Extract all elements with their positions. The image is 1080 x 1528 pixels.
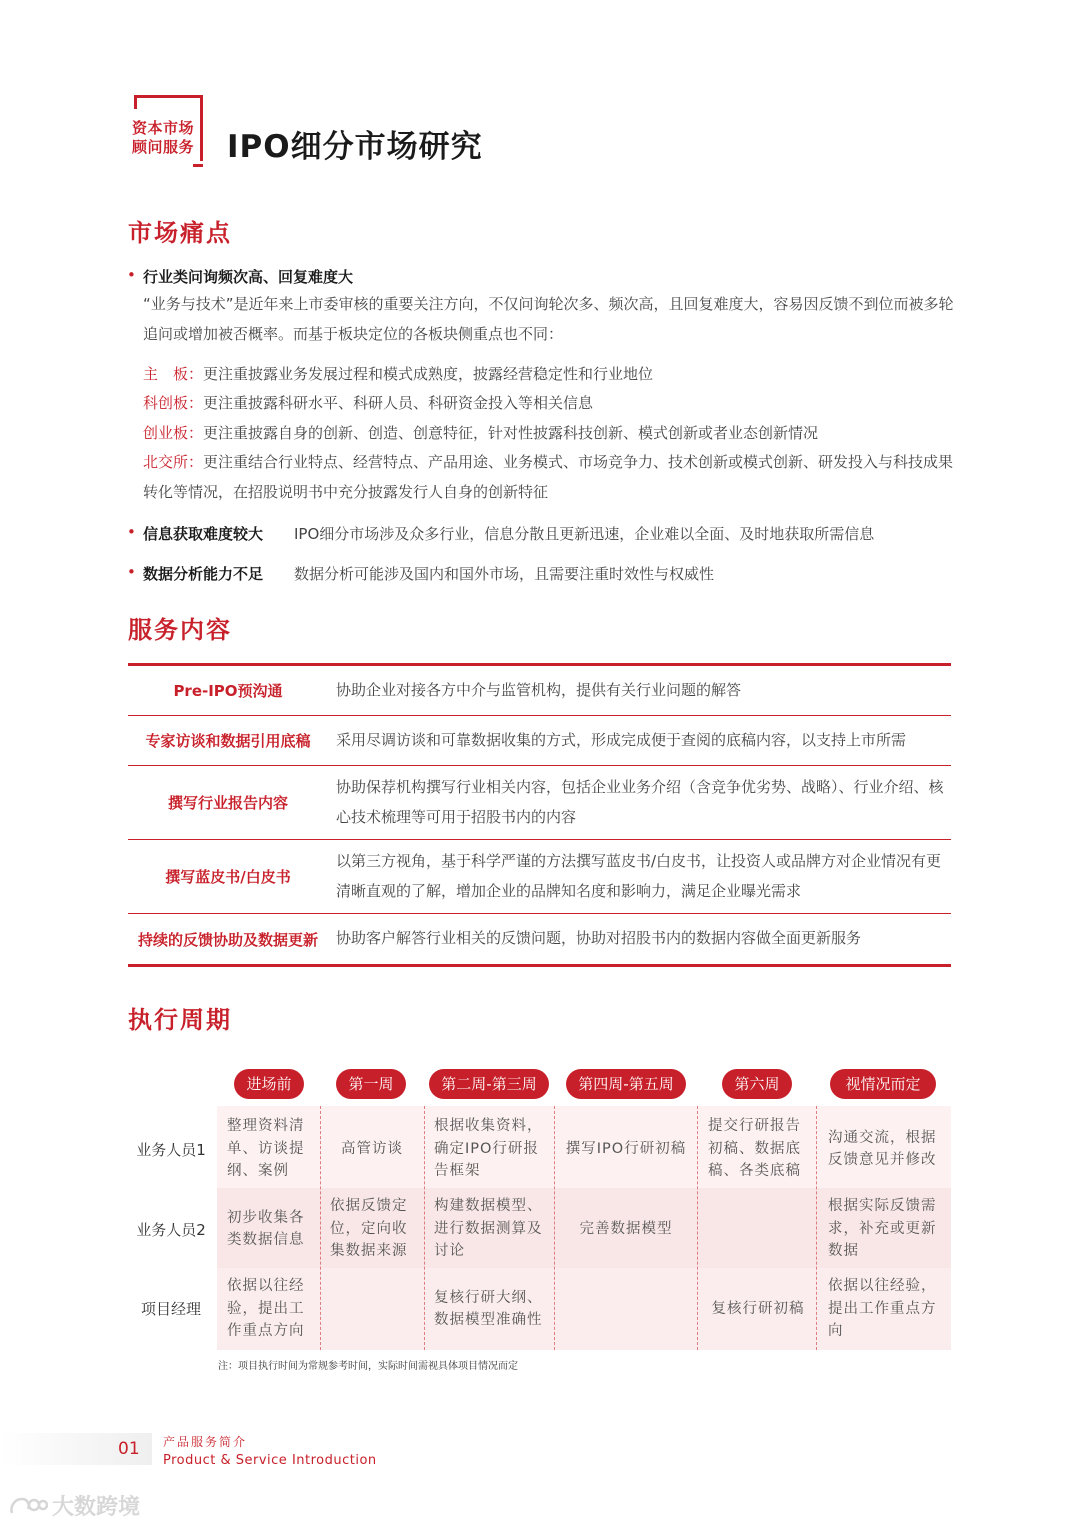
pain-heading-2: 信息获取难度较大 (143, 525, 264, 543)
column-divider (320, 1106, 321, 1350)
watermark-text: 大数跨境 (52, 1495, 141, 1520)
bullet-dot: • (127, 563, 136, 581)
bullet-dot: • (127, 266, 136, 284)
phase-pill: 进场前 (234, 1069, 304, 1099)
phase-pill: 第一周 (336, 1069, 406, 1099)
board-key: 主 板： (143, 365, 204, 383)
board-key: 科创板： (143, 394, 204, 412)
column-divider (816, 1106, 817, 1350)
pain-intro: “业务与技术”是近年来上市委审核的重要关注方向，不仅问询轮次多、频次高，且回复难度大，容易因反馈不到位而被多轮追问或增加被否概率。而基于板块定位的各板块侧重点也不同： (143, 295, 954, 343)
board-text: 更注重披露业务发展过程和模式成熟度，披露经营稳定性和行业地位 (203, 365, 654, 383)
schedule-cell: 根据实际反馈需求，补充或更新数据 (828, 1198, 937, 1260)
board-key: 创业板： (143, 424, 204, 442)
board-text: 更注重披露自身的创新、创造、创意特征，针对性披露科技创新、模式创新或者业态创新情况 (203, 424, 819, 442)
row-label: 项目经理 (140, 1300, 201, 1318)
schedule-cell: 依据以往经验，提出工作重点方向 (828, 1278, 937, 1340)
service-name: 专家访谈和数据引用底稿 (145, 732, 311, 750)
badge-line: 顾问服务 (131, 138, 194, 156)
board-star (143, 389, 963, 419)
table-row (128, 766, 951, 840)
service-desc: 协助企业对接各方中介与监管机构，提供有关行业问题的解答 (336, 680, 742, 699)
pain-heading-3: 数据分析能力不足 (143, 565, 264, 583)
table-row (128, 716, 951, 766)
column-divider (554, 1106, 555, 1350)
board-key: 北交所： (143, 453, 204, 471)
page-number: 01 (118, 1439, 140, 1459)
schedule-cell: 沟通交流，根据反馈意见并修改 (828, 1129, 937, 1168)
services-title: 服务内容 (128, 616, 232, 644)
pain-desc-2: IPO细分市场涉及众多行业，信息分散且更新迅速，企业难以全面、及时地获取所需信息 (294, 525, 875, 543)
pain-desc-3: 数据分析可能涉及国内和国外市场，且需要注重时效性与权威性 (294, 565, 715, 583)
table-row (128, 840, 951, 914)
schedule-cell: 初步收集各类数据信息 (227, 1209, 305, 1248)
footer-title-en: Product & Service Introduction (163, 1453, 377, 1468)
schedule-cell: 高管访谈 (341, 1140, 403, 1157)
schedule-cell: 提交行研报告初稿、数据底稿、各类底稿 (708, 1118, 801, 1180)
table-row (128, 666, 951, 716)
row-label: 业务人员2 (136, 1221, 206, 1239)
service-desc: 协助保荐机构撰写行业相关内容，包括企业业务介绍（含竞争优劣势、战略）、行业介绍、核心技术梳理等可用于招股书内的内容 (336, 778, 944, 826)
service-name: 撰写行业报告内容 (167, 794, 288, 812)
service-name: 持续的反馈协助及数据更新 (137, 930, 318, 949)
schedule-cell: 依据以往经验，提出工作重点方向 (227, 1278, 305, 1340)
row-label: 业务人员1 (136, 1141, 206, 1159)
service-name: 撰写蓝皮书/白皮书 (165, 868, 291, 886)
badge-line: 资本市场 (131, 119, 194, 137)
board-main (143, 360, 963, 390)
pain-points-title: 市场痛点 (128, 219, 232, 247)
schedule-cell (708, 1195, 812, 1263)
schedule-cell: 整理资料清单、访谈提纲、案例 (227, 1118, 305, 1180)
schedule-cell (326, 1275, 418, 1343)
board-text: 更注重披露科研水平、科研人员、科研资金投入等相关信息 (203, 394, 594, 412)
watermark-logo-icon (8, 1493, 48, 1519)
service-desc: 协助客户解答行业相关的反馈问题，协助对招股书内的数据内容做全面更新服务 (336, 929, 862, 948)
schedule-cell: 根据收集资料，确定IPO行研报告框架 (434, 1118, 543, 1180)
schedule-cell: 完善数据模型 (579, 1220, 673, 1237)
schedule-note: 注：项目执行时间为常规参考时间，实际时间需视具体项目情况而定 (218, 1361, 518, 1372)
schedule-cell: 复核行研初稿 (711, 1300, 805, 1317)
phase-pill: 第六周 (722, 1069, 792, 1099)
column-divider (424, 1106, 425, 1350)
board-chinext (143, 419, 963, 449)
services-table (128, 663, 951, 967)
footer-title-cn: 产品服务简介 (163, 1435, 248, 1449)
watermark (8, 1490, 140, 1521)
service-name: Pre-IPO预沟通 (173, 682, 283, 700)
table-row (128, 914, 951, 964)
service-desc: 采用尽调访谈和可靠数据收集的方式，形成完成便于查阅的底稿内容，以支持上市所需 (336, 730, 907, 749)
table-rule (128, 964, 951, 967)
column-divider (697, 1106, 698, 1350)
section-badge (120, 119, 194, 157)
schedule-cell (560, 1275, 692, 1343)
schedule-title: 执行周期 (128, 1006, 232, 1034)
pain-heading-1: 行业类问询频次高、回复难度大 (143, 268, 354, 286)
schedule-cell: 构建数据模型、进行数据测算及讨论 (434, 1198, 543, 1260)
board-text: 更注重结合行业特点、经营特点、产品用途、业务模式、市场竞争力、技术创新或模式创新、研发投入与科技成果转化等情况，在招股说明书中充分披露发行人自身的创新特征 (143, 453, 954, 501)
service-desc: 以第三方视角，基于科学严谨的方法撰写蓝皮书/白皮书，让投资人或品牌方对企业情况有更清晰直观的了解，增加企业的品牌知名度和影响力，满足企业曝光需求 (336, 852, 942, 900)
phase-pill: 第四周-第五周 (566, 1069, 686, 1099)
schedule-cell: 复核行研大纲、数据模型准确性 (434, 1289, 543, 1328)
bullet-dot: • (127, 523, 136, 541)
page-title: IPO细分市场研究 (227, 129, 483, 165)
phase-pill: 第二周-第三周 (429, 1069, 549, 1099)
phase-pill: 视情况而定 (830, 1069, 936, 1099)
schedule-cell: 撰写IPO行研初稿 (565, 1140, 687, 1157)
board-bse (143, 448, 963, 507)
schedule-cell: 依据反馈定位，定向收集数据来源 (330, 1198, 408, 1260)
